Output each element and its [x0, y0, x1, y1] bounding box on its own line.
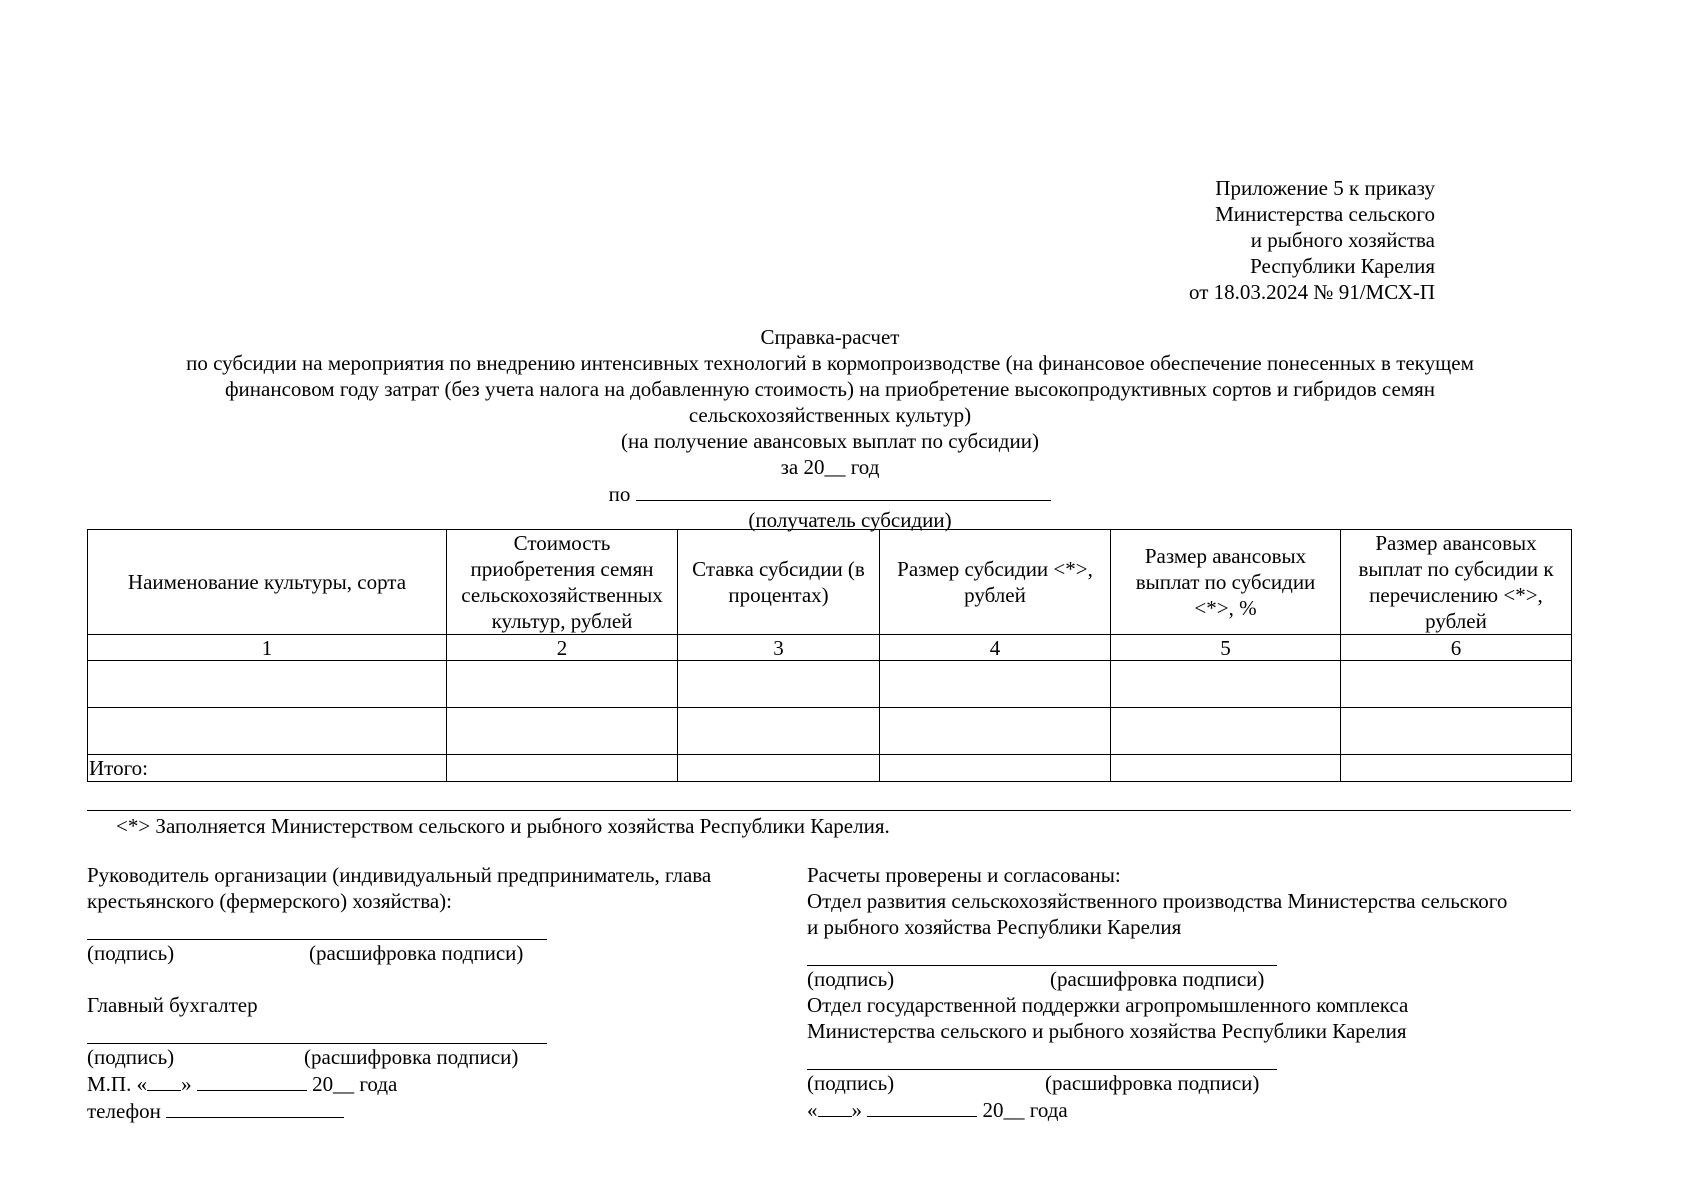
document-title	[120, 324, 1540, 533]
table-cell[interactable]	[1341, 708, 1572, 755]
signature-decode-caption: (расшифровка подписи)	[309, 941, 524, 965]
appendix-line: и рыбного хозяйства	[1250, 228, 1435, 252]
table-cell[interactable]	[447, 755, 678, 782]
table-cell[interactable]	[880, 661, 1111, 708]
head-label: крестьянского (фермерского) хозяйства):	[87, 889, 452, 913]
signature-decode-caption: (расшифровка подписи)	[304, 1045, 519, 1069]
year-line: за 20__ год	[780, 455, 880, 479]
table-cell[interactable]	[880, 708, 1111, 755]
table-header-row	[88, 530, 1572, 635]
recipient-row	[120, 480, 1540, 507]
ministry-approval-block	[807, 862, 1577, 1123]
column-header: Размер авансовых выплат по субсидии <*>, %	[1111, 530, 1341, 635]
stamp-date-line: М.П. « » 20__ года	[87, 1072, 398, 1096]
table-cell[interactable]	[678, 755, 880, 782]
signature-decode-caption: (расшифровка подписи)	[1045, 1071, 1260, 1095]
title-line: (на получение авансовых выплат по субсидии)	[621, 429, 1039, 453]
column-number-row	[88, 635, 1572, 661]
day-field[interactable]	[818, 1096, 852, 1117]
total-row	[88, 755, 1572, 782]
department-label: Отдел государственной поддержки агропромышленного комплекса	[807, 993, 1409, 1017]
department-signature-line[interactable]	[807, 940, 1277, 966]
column-number: 4	[880, 635, 1111, 661]
day-field[interactable]	[147, 1070, 181, 1091]
table-cell[interactable]	[447, 708, 678, 755]
department-label: Отдел развития сельскохозяйственного производства Министерства сельского	[807, 889, 1508, 913]
signature-caption: (подпись)	[807, 967, 895, 991]
applicant-signature-block	[87, 862, 787, 1124]
accountant-signature-line[interactable]	[87, 1018, 547, 1044]
signature-caption: (подпись)	[87, 941, 175, 965]
head-label: Руководитель организации (индивидуальный предприниматель, глава	[87, 863, 712, 887]
title-heading: Справка-расчет	[760, 325, 900, 349]
total-label: Итого:	[88, 755, 447, 782]
column-header: Ставка субсидии (в процентах)	[678, 530, 880, 635]
title-line: по субсидии на мероприятия по внедрению интенсивных технологий в кормопроизводстве (на финансовое обеспечение понесенных в текущем	[186, 351, 1474, 375]
table-cell[interactable]	[88, 661, 447, 708]
column-header: Размер субсидии <*>, рублей	[880, 530, 1111, 635]
table-row	[88, 708, 1572, 755]
recipient-prefix: по	[608, 482, 631, 506]
month-field[interactable]	[867, 1096, 977, 1117]
signature-caption: (подпись)	[807, 1071, 895, 1095]
department-signature-line[interactable]	[807, 1044, 1277, 1070]
table-cell[interactable]	[1111, 755, 1341, 782]
calculation-table	[87, 529, 1572, 782]
signature-decode-caption: (расшифровка подписи)	[1050, 967, 1265, 991]
footnote-divider	[87, 810, 1571, 811]
table-cell[interactable]	[1341, 661, 1572, 708]
column-header: Размер авансовых выплат по субсидии к перечислению <*>, рублей	[1341, 530, 1572, 635]
column-header: Стоимость приобретения семян сельскохозяйственных культур, рублей	[447, 530, 678, 635]
title-line: финансовом году затрат (без учета налога на добавленную стоимость) на приобретение высокопродуктивных сортов и гибридов семян	[224, 377, 1436, 401]
title-line: сельскохозяйственных культур)	[688, 403, 972, 427]
column-number: 6	[1341, 635, 1572, 661]
table-cell[interactable]	[678, 708, 880, 755]
column-number: 3	[678, 635, 880, 661]
appendix-line: Приложение 5 к приказу	[1215, 176, 1435, 200]
phone-line: телефон	[87, 1097, 787, 1124]
table-cell[interactable]	[1111, 661, 1341, 708]
column-header: Наименование культуры, сорта	[88, 530, 447, 635]
table-row	[88, 661, 1572, 708]
month-field[interactable]	[197, 1070, 307, 1091]
column-number: 2	[447, 635, 678, 661]
head-signature-line[interactable]	[87, 914, 547, 940]
phone-field[interactable]	[166, 1097, 344, 1118]
accountant-label: Главный бухгалтер	[87, 993, 258, 1017]
column-number: 5	[1111, 635, 1341, 661]
checked-label: Расчеты проверены и согласованы:	[807, 863, 1121, 887]
column-number: 1	[88, 635, 447, 661]
approval-date-line: « » 20__ года	[807, 1098, 1068, 1122]
recipient-field[interactable]	[636, 480, 1051, 501]
appendix-header	[935, 175, 1435, 305]
recipient-caption: (получатель субсидии)	[748, 508, 952, 532]
appendix-line: от 18.03.2024 № 91/МСХ-П	[1189, 280, 1435, 304]
appendix-line: Республики Карелия	[1250, 254, 1435, 278]
footnote: <*> Заполняется Министерством сельского и рыбного хозяйства Республики Карелия.	[116, 814, 890, 838]
table-cell[interactable]	[1111, 708, 1341, 755]
appendix-line: Министерства сельского	[1215, 202, 1435, 226]
table-cell[interactable]	[1341, 755, 1572, 782]
table-cell[interactable]	[678, 661, 880, 708]
table-cell[interactable]	[447, 661, 678, 708]
signature-caption: (подпись)	[87, 1045, 175, 1069]
department-label: Министерства сельского и рыбного хозяйства Республики Карелия	[807, 1019, 1407, 1043]
table-cell[interactable]	[88, 708, 447, 755]
table-cell[interactable]	[880, 755, 1111, 782]
department-label: и рыбного хозяйства Республики Карелия	[807, 915, 1182, 939]
